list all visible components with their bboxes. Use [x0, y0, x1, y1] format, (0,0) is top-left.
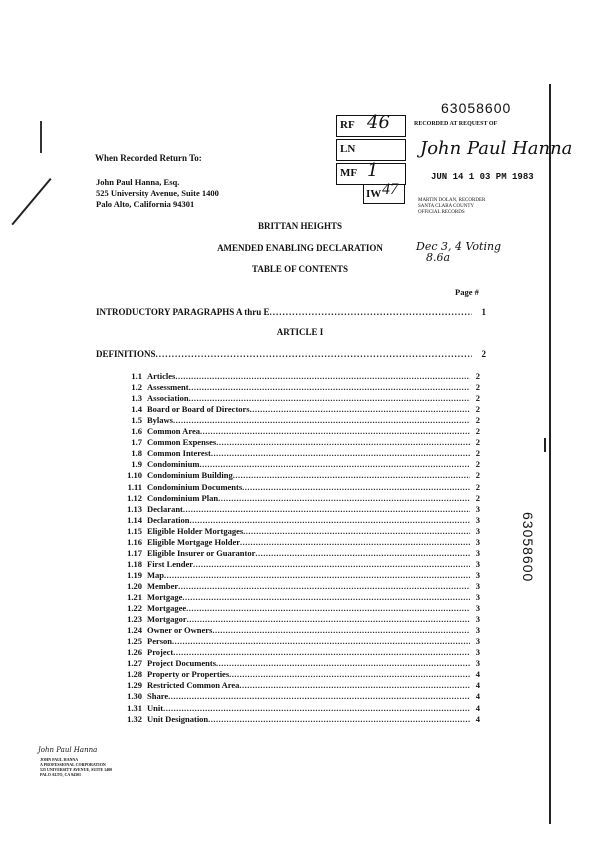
- toc-item-number: 1.1: [131, 371, 142, 381]
- leader-dots: [216, 658, 470, 669]
- toc-item-number: 1.26: [127, 647, 142, 658]
- toc-item-label: Condominium: [147, 459, 200, 470]
- toc-item-row: [112, 614, 480, 625]
- toc-item-page: 2: [475, 415, 480, 426]
- toc-item-row: [112, 658, 480, 669]
- toc-item-page: 3: [475, 592, 480, 602]
- leader-dots: [189, 382, 470, 393]
- page-edge-line: [549, 84, 551, 824]
- return-to-label: When Recorded Return To:: [95, 153, 202, 163]
- toc-item-page: 2: [475, 459, 480, 470]
- page-edge-tick: [544, 438, 546, 452]
- toc-item-number: 1.19: [127, 569, 142, 580]
- leader-dots: [156, 349, 472, 359]
- toc-item-number: 1.5: [131, 415, 142, 426]
- toc-item-page: 2: [475, 393, 480, 404]
- toc-item-label: Board or Board of Directors: [147, 404, 250, 415]
- toc-item-page: 4: [475, 702, 480, 713]
- leader-dots: [189, 393, 470, 404]
- toc-page-number: 1: [481, 307, 486, 317]
- toc-item-label: Eligible Mortgage Holder: [147, 536, 241, 547]
- toc-item-number: 1.9: [131, 459, 142, 470]
- leader-dots: [243, 526, 470, 537]
- toc-item-label: Common Area: [147, 426, 200, 437]
- recording-date: JUN 14 1 03 PM 1983: [431, 172, 534, 182]
- toc-heading: TABLE OF CONTENTS: [251, 264, 349, 274]
- handwritten-note-line: 8.6a: [426, 251, 451, 264]
- toc-item-page: 2: [475, 492, 480, 503]
- toc-item-number: 1.10: [127, 470, 142, 481]
- toc-item-label: Mortgagor: [147, 614, 187, 625]
- toc-item-label: Mortgage: [147, 592, 183, 602]
- toc-item-label: First Lender: [147, 558, 194, 569]
- toc-item-number: 1.2: [131, 382, 142, 393]
- toc-item-page: 3: [475, 558, 480, 569]
- toc-item-number: 1.4: [131, 404, 142, 415]
- toc-item-row: [112, 592, 480, 603]
- footer-signature: John Paul Hanna: [38, 746, 98, 754]
- leader-dots: [255, 548, 470, 559]
- address-city: Palo Alto, California 94301: [96, 199, 195, 209]
- stamp-iw-box: [363, 181, 405, 204]
- leader-dots: [242, 482, 470, 493]
- toc-item-number: 1.13: [127, 503, 142, 514]
- toc-item-row: [112, 448, 480, 459]
- leader-dots: [164, 570, 470, 581]
- recorded-at-request: RECORDED AT REQUEST OF: [414, 121, 498, 127]
- toc-item-row: [112, 570, 480, 581]
- toc-item-page: 2: [475, 426, 480, 437]
- toc-item-label: Declarant: [147, 503, 183, 514]
- leader-dots: [168, 691, 470, 702]
- toc-item-label: Common Expenses: [147, 437, 217, 448]
- stamp-ln-label: LN: [340, 143, 356, 155]
- toc-item-row: [112, 647, 480, 658]
- toc-item-row: [112, 714, 480, 725]
- toc-item-row: [112, 625, 480, 636]
- toc-item-number: 1.29: [127, 680, 142, 691]
- leader-dots: [270, 307, 472, 317]
- toc-item-row: [112, 515, 480, 526]
- leader-dots: [208, 714, 470, 725]
- toc-item-number: 1.7: [131, 437, 142, 448]
- toc-item-label: Unit: [147, 702, 164, 713]
- toc-item-number: 1.18: [127, 558, 142, 569]
- margin-mark: [40, 121, 42, 153]
- toc-item-row: [112, 404, 480, 415]
- document-number: 63058600: [441, 100, 512, 116]
- stamp-rf-box: [336, 112, 406, 137]
- stamp-signature: John Paul Hanna: [420, 138, 573, 159]
- toc-item-row: [112, 493, 480, 504]
- toc-item-page: 2: [475, 382, 480, 393]
- toc-entry-label: INTRODUCTORY PARAGRAPHS A thru E: [96, 307, 270, 317]
- leader-dots: [229, 669, 470, 680]
- doc-subtitle: AMENDED ENABLING DECLARATION: [217, 243, 383, 253]
- stamp-rf-handwritten: 46: [367, 112, 390, 133]
- return-address: [96, 177, 219, 210]
- leader-dots: [239, 680, 470, 691]
- toc-item-row: [112, 504, 480, 515]
- toc-item-page: 3: [475, 625, 480, 636]
- recorder-line: SANTA CLARA COUNTY: [418, 204, 474, 209]
- leader-dots: [173, 415, 470, 426]
- toc-item-page: 3: [475, 636, 480, 647]
- toc-item-page: 2: [475, 481, 480, 492]
- toc-item-label: Assessment: [147, 382, 189, 393]
- leader-dots: [193, 559, 470, 570]
- leader-dots: [199, 459, 470, 470]
- toc-item-number: 1.27: [127, 658, 142, 669]
- side-document-number: 63058600: [520, 512, 536, 583]
- toc-item-row: [112, 393, 480, 404]
- stamp-iw-label: IW: [366, 188, 382, 200]
- toc-item-row: [112, 559, 480, 570]
- toc-item-row: [112, 415, 480, 426]
- toc-item-number: 1.28: [127, 669, 142, 680]
- toc-item-label: Bylaws: [147, 415, 173, 426]
- toc-item-row: [112, 526, 480, 537]
- toc-item-number: 1.25: [127, 636, 142, 647]
- stamp-ln-box: [336, 139, 406, 161]
- toc-item-row: [112, 426, 480, 437]
- footer-letterhead: [40, 757, 112, 777]
- toc-item-page: 3: [475, 547, 480, 558]
- toc-item-row: [112, 382, 480, 393]
- toc-item-row: [112, 459, 480, 470]
- toc-item-page: 2: [475, 470, 480, 481]
- toc-item-label: Common Interest: [147, 448, 211, 459]
- article-heading: ARTICLE I: [276, 327, 324, 337]
- toc-item-page: 3: [475, 658, 480, 669]
- address-name: John Paul Hanna, Esq.: [96, 177, 180, 187]
- toc-item-row: [112, 603, 480, 614]
- toc-item-page: 3: [475, 603, 480, 614]
- toc-intro-row: [96, 307, 486, 317]
- toc-item-label: Owner or Owners: [147, 625, 213, 636]
- footer-line: 525 UNIVERSITY AVENUE, SUITE 1400: [40, 767, 113, 772]
- toc-item-label: Eligible Holder Mortgages: [147, 525, 244, 536]
- footer-name: JOHN PAUL HANNA: [40, 757, 79, 762]
- leader-dots: [200, 426, 470, 437]
- toc-item-row: [112, 581, 480, 592]
- footer-line: PALO ALTO, CA 94301: [40, 772, 82, 777]
- toc-item-number: 1.15: [127, 525, 142, 536]
- leader-dots: [233, 470, 470, 481]
- toc-page-number: 2: [481, 349, 486, 359]
- toc-item-label: Property or Properties: [147, 669, 230, 680]
- toc-item-label: Share: [147, 691, 169, 702]
- toc-item-page: 2: [475, 448, 480, 459]
- leader-dots: [216, 437, 470, 448]
- toc-item-row: [112, 470, 480, 481]
- toc-item-row: [112, 482, 480, 493]
- toc-item-row: [112, 680, 480, 691]
- toc-item-page: 3: [475, 614, 480, 625]
- leader-dots: [173, 647, 470, 658]
- toc-item-label: Mortgagee: [147, 603, 187, 614]
- toc-entry-label: DEFINITIONS: [96, 349, 156, 359]
- toc-item-page: 3: [475, 580, 480, 591]
- toc-item-page: 4: [475, 713, 480, 724]
- stamp-mf-label: MF: [340, 167, 358, 179]
- leader-dots: [218, 493, 470, 504]
- leader-dots: [212, 625, 470, 636]
- toc-item-page: 3: [475, 503, 480, 514]
- toc-item-page: 4: [475, 669, 480, 680]
- toc-item-number: 1.17: [127, 547, 142, 558]
- recorder-info: [418, 198, 485, 216]
- toc-item-number: 1.21: [127, 592, 142, 602]
- toc-item-row: [112, 669, 480, 680]
- toc-item-row: [112, 548, 480, 559]
- toc-item-number: 1.24: [127, 625, 142, 636]
- doc-title: BRITTAN HEIGHTS: [257, 221, 343, 231]
- leader-dots: [190, 515, 471, 526]
- stamp-rf-label: RF: [340, 119, 355, 131]
- toc-item-number: 1.6: [131, 426, 142, 437]
- toc-item-label: Unit Designation: [147, 713, 209, 724]
- toc-item-number: 1.23: [127, 614, 142, 625]
- leader-dots: [183, 504, 470, 515]
- stamp-mf-handwritten: 1: [367, 160, 379, 181]
- toc-item-page: 3: [475, 647, 480, 658]
- leader-dots: [182, 592, 470, 603]
- toc-item-label: Project Documents: [147, 658, 217, 669]
- toc-item-label: Restricted Common Area: [147, 680, 240, 691]
- leader-dots: [187, 614, 470, 625]
- toc-item-row: [112, 437, 480, 448]
- recorder-line: MARTIN DOLAN, RECORDER: [418, 198, 486, 203]
- toc-item-number: 1.20: [127, 580, 142, 591]
- toc-item-label: Articles: [147, 371, 176, 381]
- handwritten-note-line: Dec 3, 4 Voting: [416, 240, 502, 253]
- leader-dots: [240, 537, 470, 548]
- toc-item-number: 1.3: [131, 393, 142, 404]
- toc-item-label: Project: [147, 647, 174, 658]
- toc-item-label: Condominium Building: [147, 470, 233, 481]
- toc-item-label: Person: [147, 636, 173, 647]
- toc-item-page: 2: [475, 371, 480, 381]
- toc-item-label: Map: [147, 569, 164, 580]
- toc-item-label: Declaration: [147, 514, 190, 525]
- toc-item-number: 1.16: [127, 536, 142, 547]
- toc-item-row: [112, 371, 480, 382]
- toc-item-row: [112, 691, 480, 702]
- toc-item-page: 2: [475, 404, 480, 415]
- toc-item-number: 1.8: [131, 448, 142, 459]
- leader-dots: [163, 703, 470, 714]
- toc-item-number: 1.31: [127, 702, 142, 713]
- toc-item-number: 1.32: [127, 713, 142, 724]
- leader-dots: [211, 448, 470, 459]
- toc-item-row: [112, 636, 480, 647]
- address-street: 525 University Avenue, Suite 1400: [96, 188, 219, 198]
- toc-item-label: Condominium Plan: [147, 492, 219, 503]
- stamp-iw-handwritten: 47: [382, 181, 398, 198]
- toc-item-label: Association: [147, 393, 189, 404]
- pen-stroke: [11, 178, 51, 225]
- toc-item-page: 3: [475, 569, 480, 580]
- toc-item-label: Member: [147, 580, 179, 591]
- toc-item-page: 4: [475, 691, 480, 702]
- toc-item-number: 1.22: [127, 603, 142, 614]
- toc-item-page: 2: [475, 437, 480, 448]
- footer-line: A PROFESSIONAL CORPORATION: [40, 762, 106, 767]
- toc-item-label: Eligible Insurer or Guarantor: [147, 547, 256, 558]
- toc-item-label: Condominium Documents: [147, 481, 243, 492]
- leader-dots: [175, 371, 470, 382]
- toc-item-number: 1.14: [127, 514, 142, 525]
- leader-dots: [178, 581, 470, 592]
- toc-item-number: 1.12: [127, 492, 142, 503]
- toc-item-page: 3: [475, 514, 480, 525]
- handwritten-note: [416, 241, 501, 263]
- toc-item-page: 3: [475, 525, 480, 536]
- leader-dots: [250, 404, 470, 415]
- recorder-line: OFFICIAL RECORDS: [418, 210, 465, 215]
- toc-item-row: [112, 703, 480, 714]
- toc-item-row: [112, 537, 480, 548]
- page-column-header: Page #: [455, 287, 479, 297]
- toc-item-page: 3: [475, 536, 480, 547]
- recording-stamp: [336, 112, 406, 187]
- toc-item-number: 1.30: [127, 691, 142, 702]
- leader-dots: [172, 636, 470, 647]
- toc-item-number: 1.11: [127, 481, 142, 492]
- leader-dots: [186, 603, 470, 614]
- toc-item-page: 4: [475, 680, 480, 691]
- toc-definitions-row: [96, 349, 486, 359]
